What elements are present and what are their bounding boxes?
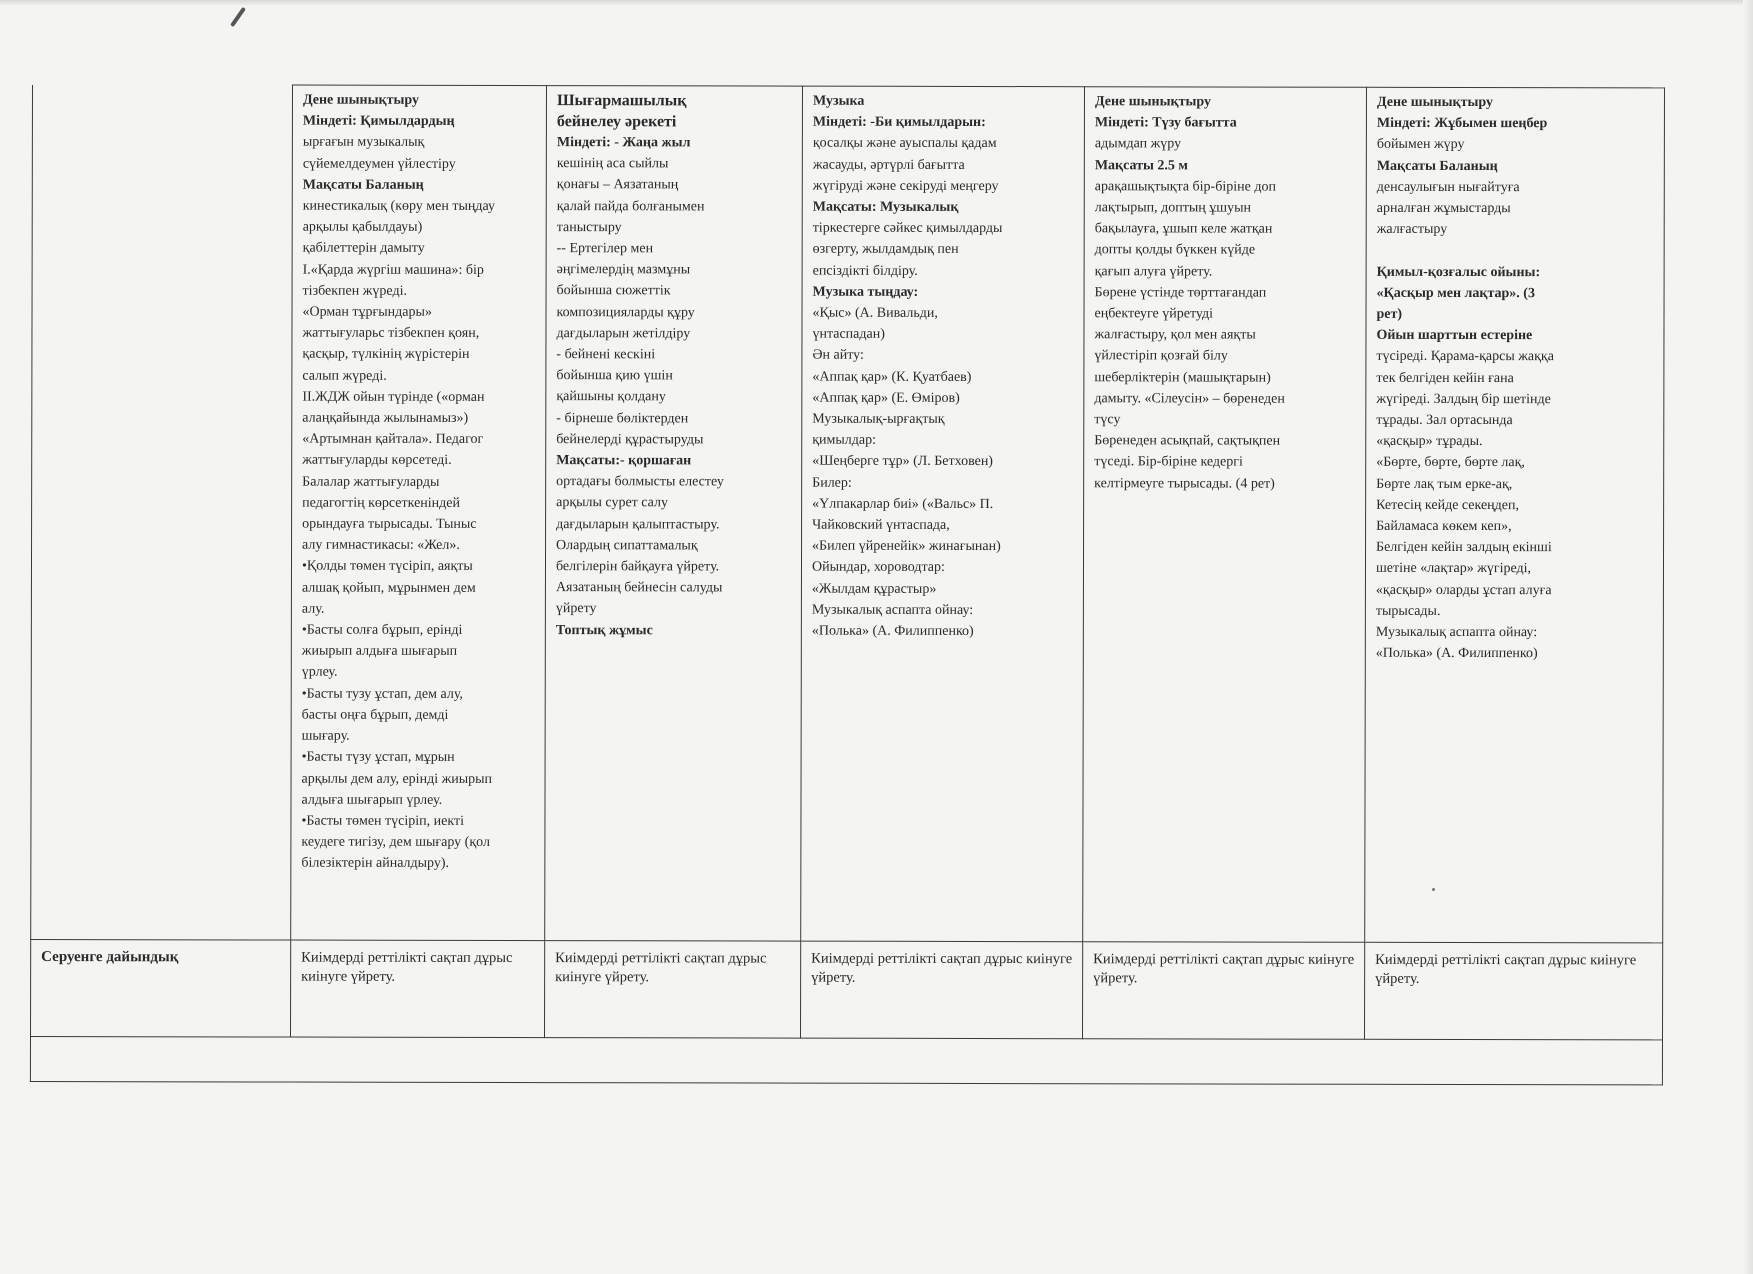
cell-text-line: ІІ.ЖДЖ ойын түрінде («орман — [302, 389, 485, 405]
cell-text-line — [1377, 240, 1654, 262]
pen-mark — [230, 7, 246, 27]
cell-text-line: Дене шынықтыру — [1094, 94, 1212, 110]
cell-text-line: Мақсаты:- қоршаған — [556, 453, 692, 469]
cell-text-line: түсіреді. Қарама-қарсы жаққа — [1376, 349, 1554, 365]
cell-text-line: тіркестерге сәйкес қимылдарды — [812, 220, 1003, 237]
cell-text-line: педагогтің көрсеткеніндей — [302, 495, 461, 511]
cell-text-line: -- Ертегілер мен — [556, 241, 654, 257]
cell-text-line: денсаулығын нығайтуға — [1376, 179, 1520, 195]
row-label-empty — [31, 85, 293, 941]
walk-preparation-row — [31, 939, 1663, 1039]
cell-text-line: І.«Қарда жүргіш машина»: бір — [302, 262, 484, 278]
cell-text-line: үрлеу. — [301, 665, 338, 681]
cell-text-line: шеберліктерін (машықтарын) — [1094, 369, 1271, 386]
cell-text-line: «Жылдам құрастыр» — [811, 581, 937, 597]
cell-text-line: - бірнеше бөліктерден — [556, 410, 689, 427]
cell-text-line: Ән айту: — [812, 348, 864, 364]
cell-text-line: алдыға шығарып үрлеу. — [301, 792, 443, 808]
walk-preparation-label: Серуенге дайындық — [31, 939, 291, 1037]
cell-text-line: орындауға тырысады. Тыныс — [302, 516, 477, 532]
cell-text-line: дамыту. «Сілеусін» – бөренеден — [1094, 391, 1285, 407]
empty-row-cell — [30, 1036, 1662, 1084]
cell-text-line: қалай пайда болғанымен — [556, 198, 705, 215]
cell-text-line: түсу — [1094, 412, 1121, 428]
cell-text-line: жасауды, әртүрлі бағытта — [812, 157, 965, 173]
cell-text-line: Музыкалық аспапта ойнау: — [1375, 624, 1538, 641]
cell-text-line: Олардың сипаттамалық — [556, 537, 698, 554]
cell-text-line: Шығармашылық — [556, 92, 687, 110]
cell-text-line: Бөрене үстінде төрттағандап — [1094, 285, 1267, 301]
cell-text-line: - бейнені кескіні — [556, 347, 656, 363]
cell-text-line: «Қасқыр мен лақтар». (3 — [1376, 285, 1535, 301]
cell-text-line: тұрады. Зал ортасында — [1376, 412, 1513, 429]
cell-text-line: өзгерту, жылдамдық пен — [812, 242, 959, 258]
cell-text-line: жүгіреді. Залдың бір шетінде — [1376, 391, 1551, 408]
cell-text-line: лақтырып, доптың ұшуын — [1094, 200, 1252, 216]
prep-cell-1: Киімдерді реттілікті сақтап дұрыс киінуге үйрету. — [291, 940, 545, 1038]
cell-text-line: арналған жұмыстарды — [1376, 200, 1511, 217]
cell-text-line: ортадағы болмысты елестеу — [556, 474, 724, 490]
cell-text-line: қимылдар: — [812, 432, 877, 449]
cell-text-line: Міндеті: Жұбымен шеңбер — [1376, 116, 1548, 132]
cell-text-line: бейнелерді құрастыруды — [556, 431, 704, 448]
cell-text-line: «қасқыр» тұрады. — [1376, 434, 1483, 450]
cell-text-line: Бөренеден асықпай, сақтықпен — [1094, 433, 1281, 449]
cell-text-line: кинестикалық (көру мен тыңдау — [302, 198, 496, 214]
cell-text-line: тізбекпен жүреді. — [302, 283, 407, 299]
prep-cell-4: Киімдерді реттілікті сақтап дұрыс киінуге үйрету. — [1083, 942, 1365, 1040]
daily-plan-table — [30, 84, 1665, 1085]
cell-text-line: шетіне «лақтар» жүгіреді, — [1375, 561, 1532, 577]
cell-text-line: кешінің аса сыйлы — [556, 156, 669, 172]
cell-text-line: «Полька» (А. Филиппенко) — [811, 623, 974, 640]
cell-text-line: дағдыларын жетілдіру — [556, 325, 691, 342]
cell-text-line: •Басты тузу ұстап, дем алу, — [301, 686, 463, 702]
cell-text-line: жаттығуларьс тізбекпен қоян, — [302, 325, 480, 342]
cell-text-line: үйлестіріп қозғай білу — [1094, 348, 1228, 364]
cell-text-line: алшақ қойып, мұрынмен дем — [301, 580, 476, 596]
cell-text-line: Мақсаты: Музыкалық — [812, 199, 959, 215]
cell-text-line: Дене шынықтыру — [302, 92, 420, 108]
cell-text-line: Мақсаты 2.5 м — [1094, 157, 1189, 174]
cell-text-line: арақашықтықта бір-біріне доп — [1094, 179, 1276, 195]
day-1-activity-cell — [291, 85, 547, 941]
cell-text-line: Чайковский үнтаспада, — [812, 517, 950, 533]
cell-text-line: «Орман тұрғындары» — [302, 304, 432, 320]
cell-text-line: алу гимнастикасы: «Жел». — [302, 537, 460, 554]
cell-text-line: «Үлпакарлар биі» («Вальс» П. — [812, 496, 994, 512]
cell-text-line: қасқыр, түлкінің жүрістерін — [302, 347, 470, 363]
day-2-activity-cell — [545, 86, 803, 942]
cell-text-line: таныстыру — [556, 219, 622, 236]
cell-text-line: бойымен жүру — [1376, 137, 1465, 153]
cell-text-line: тек белгіден кейін ғана — [1376, 370, 1514, 386]
cell-text-line: Дене шынықтыру — [1376, 94, 1494, 111]
cell-text-line: келтірмеуге тырысады. (4 рет) — [1094, 475, 1275, 492]
empty-row — [30, 1036, 1662, 1084]
cell-text-line: қабілеттерін дамыту — [302, 240, 425, 257]
cell-text-line: үйрету — [555, 601, 597, 617]
cell-text-line: Кетесің кейде секеңдеп, — [1376, 497, 1520, 513]
cell-text-line: Топтық жұмыс — [555, 622, 653, 638]
cell-text-line: әңгімелердің мазмұны — [556, 262, 691, 278]
cell-text-line: жалғастыру, қол мен аяқты — [1094, 327, 1256, 343]
cell-text-line: басты оңға бұрып, демді — [301, 707, 449, 723]
cell-text-line: білезіктерін айналдыру). — [301, 855, 450, 872]
cell-text-line: рет) — [1376, 306, 1403, 322]
cell-text-line: Бөрте лақ тым ерке-ақ, — [1376, 476, 1513, 492]
cell-text-line: Билер: — [812, 475, 852, 491]
cell-text-line: «қасқыр» оларды ұстап алуға — [1375, 582, 1552, 598]
cell-text-line: қонағы – Аязатаның — [556, 177, 679, 193]
cell-text-line: «Аппақ қар» (Е. Өміров) — [812, 390, 960, 406]
cell-text-line: еңбектеуге үйретуді — [1094, 306, 1214, 322]
cell-text-line: «Полька» (А. Филиппенко) — [1375, 646, 1538, 662]
cell-text-line: «Аппақ қар» (К. Қуатбаев) — [812, 369, 972, 385]
cell-text-line: қағып алуға үйрету. — [1094, 263, 1213, 280]
cell-text-line: жаттығуларды көрсетеді. — [302, 453, 452, 469]
day-3-activity-cell — [801, 86, 1085, 942]
cell-text-line: ырғағын музыкалық — [302, 134, 425, 151]
cell-text-line: түседі. Бір-біріне кедергі — [1094, 454, 1243, 470]
cell-text-line: алу. — [301, 601, 325, 617]
cell-text-line: қайшыны қолдану — [556, 389, 666, 405]
cell-text-line: бойынша қию үшін — [556, 368, 673, 384]
day-4-activity-cell — [1083, 87, 1367, 943]
cell-text-line: «Қыс» (А. Вивальди, — [812, 305, 938, 321]
prep-cell-2: Киімдерді реттілікті сақтап дұрыс киінуге үйрету. — [545, 941, 801, 1039]
cell-text-line: «Шеңберге тұр» (Л. Бетховен) — [812, 454, 993, 470]
cell-text-line: үнтаспадан) — [812, 326, 885, 343]
cell-text-line: Қимыл-қозғалыс ойыны: — [1376, 264, 1541, 280]
cell-text-line: епсіздікті білдіру. — [812, 263, 918, 279]
cell-text-line: бейнелеу әрекеті — [556, 113, 677, 131]
cell-text-line: Міндеті: Түзу бағытта — [1094, 115, 1237, 131]
prep-cell-5: Киімдерді реттілікті сақтап дұрыс киінуге үйрету. — [1365, 942, 1663, 1040]
cell-text-line: алаңқайында жылынамыз») — [302, 410, 469, 426]
cell-text-line: жалғастыру — [1376, 222, 1448, 238]
scan-top-edge — [0, 0, 1753, 6]
cell-text-line: Балалар жаттығуларды — [302, 474, 440, 490]
cell-text-line: Байламаса көкем кеп», — [1376, 518, 1512, 535]
cell-text-line: бақылауға, ұшып келе жатқан — [1094, 221, 1273, 237]
cell-text-line: қосалқы және ауыспалы қадам — [812, 136, 997, 152]
cell-text-line: «Билеп үйренейік» жинағынан) — [812, 538, 1001, 555]
cell-text-line: кеудеге тигізу, дем шығару (қол — [301, 834, 490, 851]
cell-text-line: •Басты түзу ұстап, мұрын — [301, 749, 455, 766]
cell-text-line: Аязатаның бейнесін салуды — [555, 580, 723, 596]
cell-text-line: Мақсаты Баланың — [302, 177, 424, 193]
cell-text-line: Музыка тыңдау: — [812, 284, 919, 300]
cell-text-line: •Басты солға бұрып, ерінді — [301, 622, 463, 638]
day-5-activity-cell — [1365, 87, 1665, 943]
cell-text-line: •Қолды төмен түсіріп, аяқты — [301, 559, 473, 575]
cell-text-line: жиырып алдыға шығарып — [301, 643, 458, 660]
cell-text-line: Музыкалық аспапта ойнау: — [811, 602, 974, 618]
cell-text-line: •Басты төмен түсіріп, иекті — [301, 813, 464, 829]
cell-text-line: тырысады. — [1375, 603, 1441, 619]
prep-cell-3: Киімдерді реттілікті сақтап дұрыс киінуге үйрету. — [801, 941, 1083, 1039]
cell-text-line: Белгіден кейін залдың екінші — [1376, 540, 1552, 556]
cell-text-line: арқылы сурет салу — [556, 495, 669, 511]
cell-text-line: адымдап жүру — [1094, 136, 1182, 152]
cell-text-line: Міндеті: - Жаңа жыл — [556, 135, 691, 151]
scan-right-edge — [1743, 0, 1753, 1274]
cell-text-line: дағдыларын қалыптастыру. — [556, 516, 720, 533]
cell-text-line: Міндеті: Қимылдардың — [302, 113, 455, 130]
cell-text-line: Музыкалық-ырғақтық — [812, 411, 945, 427]
cell-text-line: шығару. — [301, 728, 350, 744]
cell-text-line: сүйемелдеумен үйлестіру — [302, 156, 456, 172]
activities-row — [31, 85, 1665, 943]
cell-text-line: допты қолды бүккен күйде — [1094, 242, 1256, 258]
cell-text-line: Мақсаты Баланың — [1376, 158, 1498, 174]
cell-text-line: «Артымнан қайтала». Педагог — [302, 431, 484, 448]
cell-text-line: Ойын шарттын естеріне — [1376, 328, 1533, 344]
cell-text-line: Музыка — [812, 93, 865, 109]
cell-text-line: салып жүреді. — [302, 368, 387, 384]
cell-text-line: бойынша сюжеттік — [556, 283, 671, 299]
cell-text-line: композицияларды құру — [556, 304, 695, 321]
cell-text-line: Міндеті: -Би қимылдарын: — [812, 114, 986, 131]
cell-text-line: «Бөрте, бөрте, бөрте лақ, — [1376, 455, 1525, 471]
cell-text-line: арқылы қабылдауы) — [302, 219, 423, 236]
cell-text-line: белгілерін байқауға үйрету. — [555, 559, 720, 575]
cell-text-line: арқылы дем алу, ерінді жиырып — [301, 771, 493, 787]
cell-text-line: Ойындар, хороводтар: — [811, 560, 945, 576]
cell-text-line: жүгіруді және секіруді меңгеру — [812, 178, 999, 194]
